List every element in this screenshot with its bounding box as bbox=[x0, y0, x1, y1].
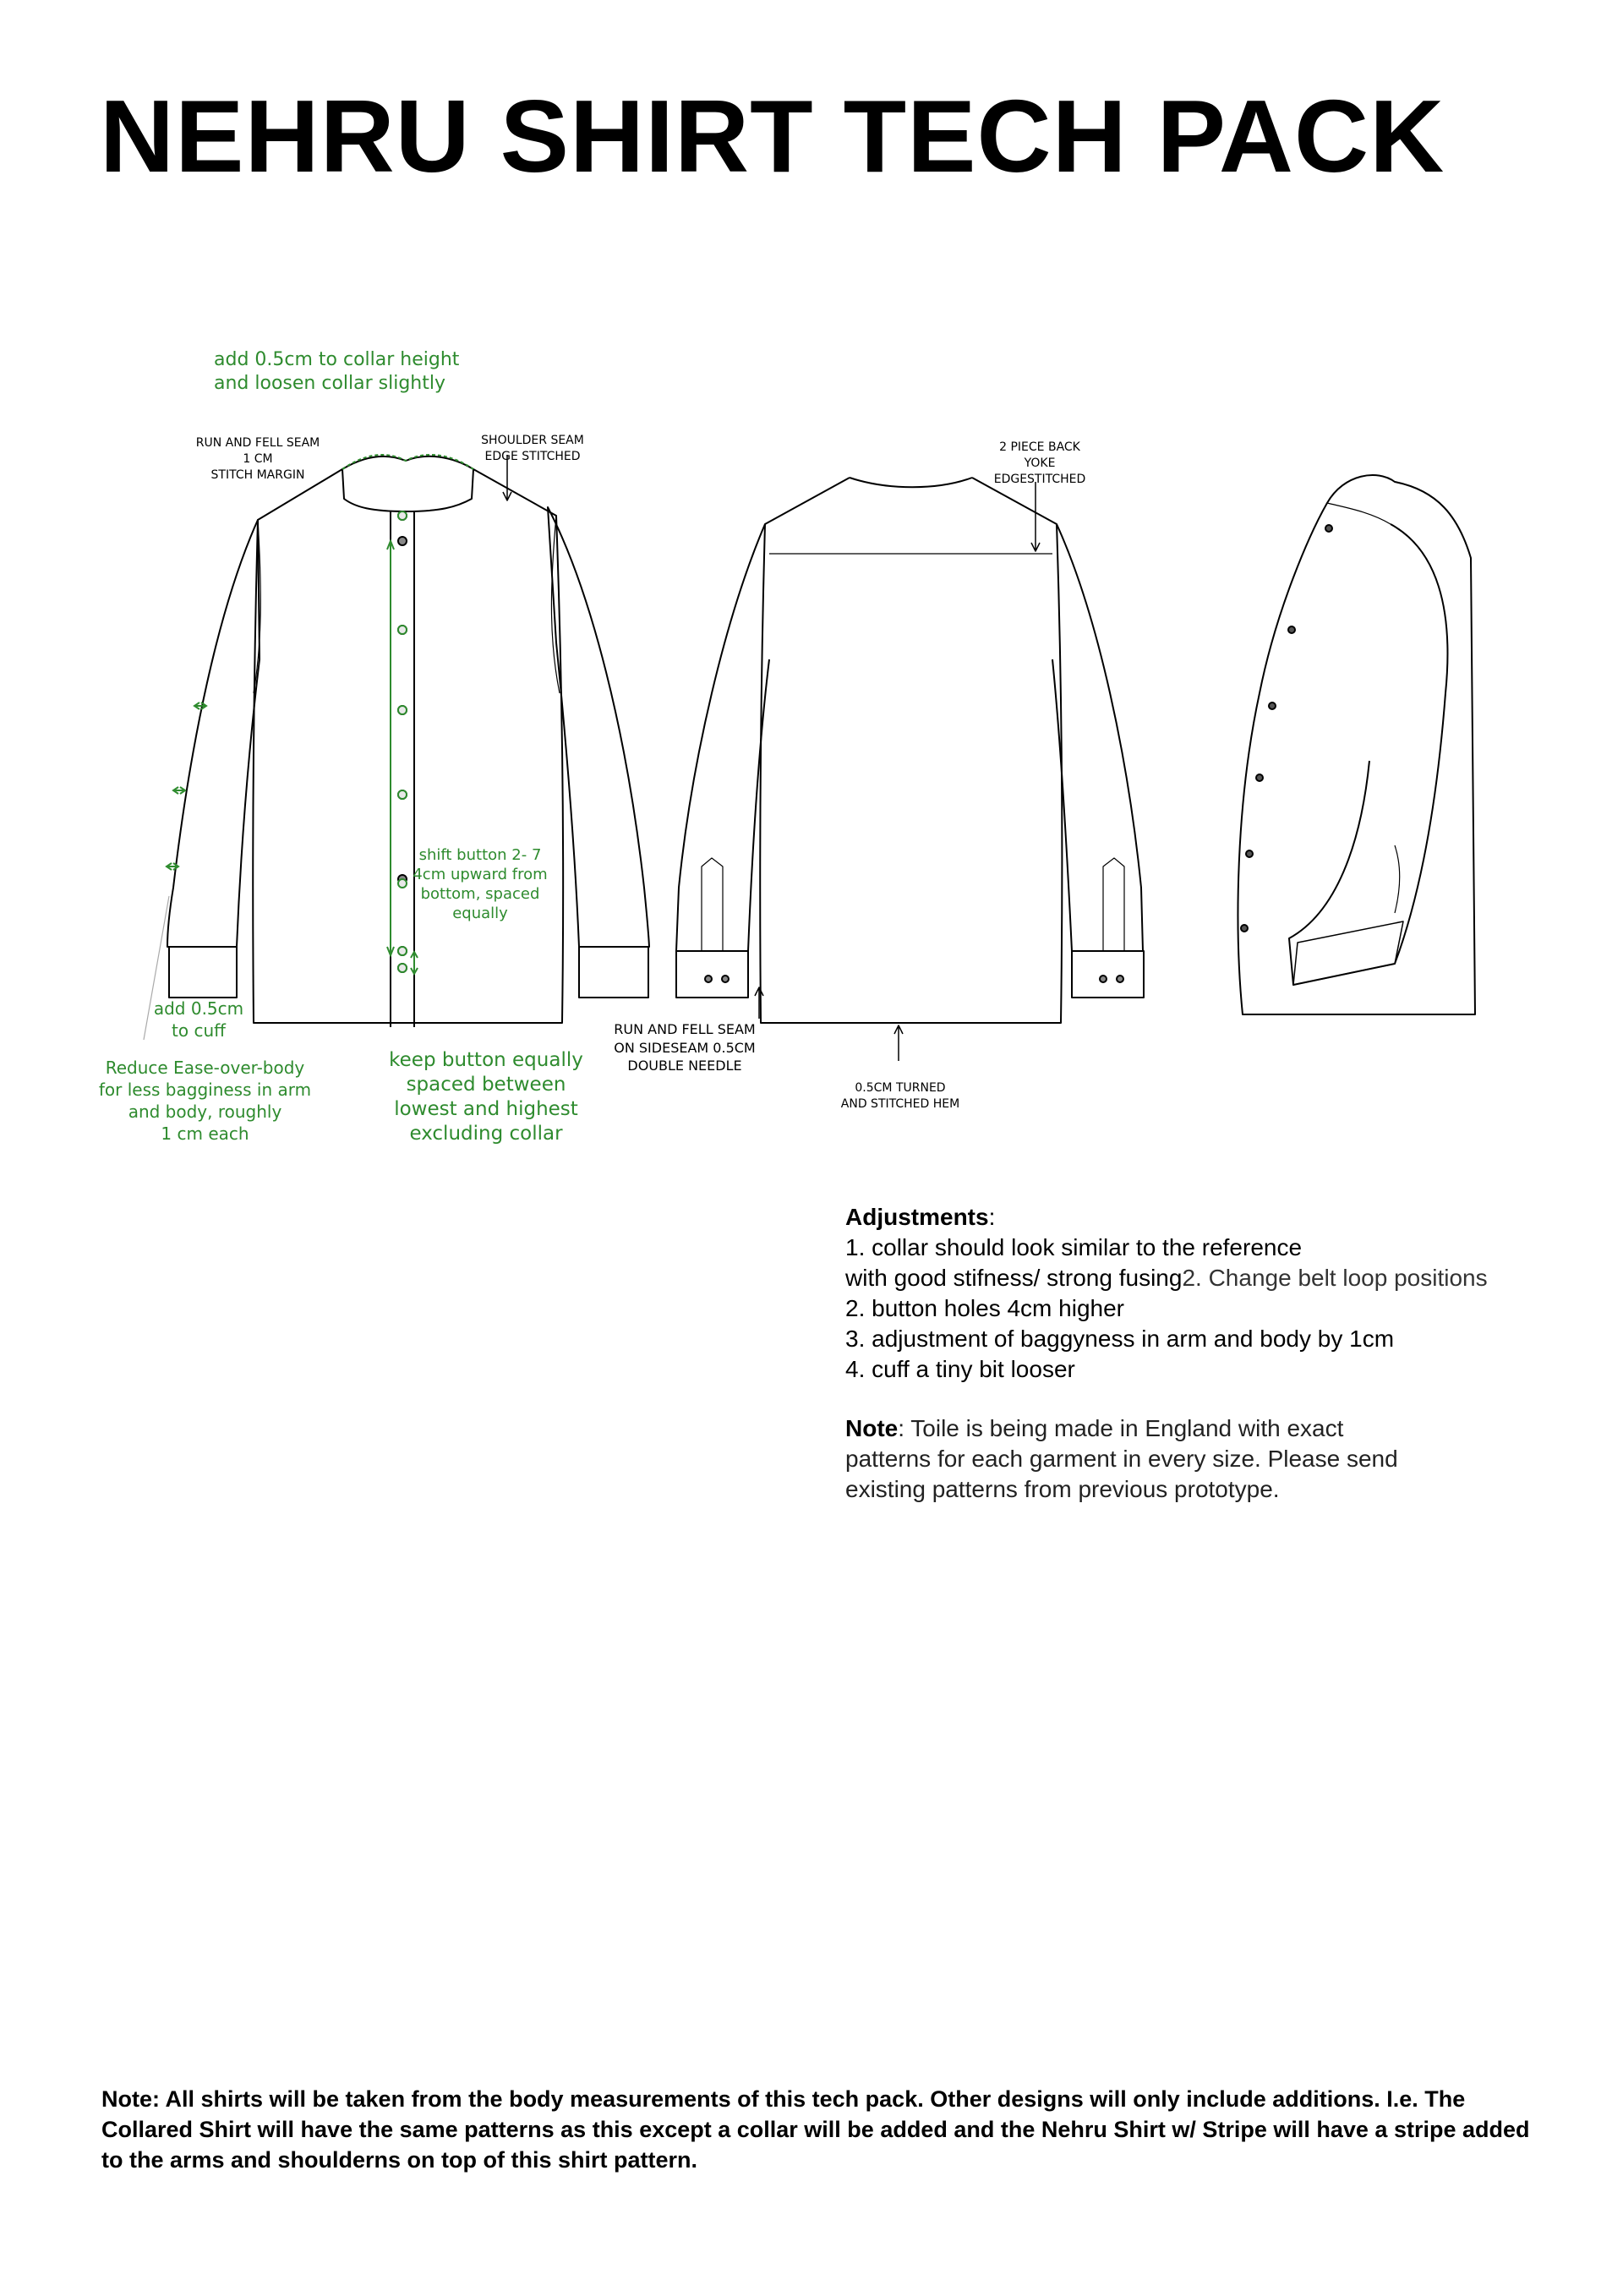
page-title: NEHRU SHIRT TECH PACK bbox=[100, 79, 1445, 194]
shoulder-seam-label: SHOULDER SEAM EDGE STITCHED bbox=[481, 434, 584, 463]
adjustment-item: 4. cuff a tiny bit looser bbox=[845, 1356, 1075, 1382]
adjustment-item: 3. adjustment of baggyness in arm and body by 1cm bbox=[845, 1326, 1395, 1352]
adjustment-item: 1. collar should look similar to the reference bbox=[845, 1234, 1303, 1260]
back-yoke-label: 2 PIECE BACK YOKE EDGESTITCHED bbox=[993, 440, 1086, 486]
keep-button-annotation: keep button equally spaced between lowest and highest excluding collar bbox=[389, 1049, 583, 1145]
note-section: Note: Toile is being made in England with exact patterns for each garment in every size. Please send existing patterns from previous prototype. bbox=[845, 1415, 1398, 1502]
run-fell-seam-label: RUN AND FELL SEAM 1 CM STITCH MARGIN bbox=[195, 436, 320, 482]
adjustments-section: Adjustments: 1. collar should look similar to the reference with good stifness/ strong fusing2. Change belt loop positions 2. button holes 4cm higher 3. adjustment of baggyness in arm and body by 1cm 4. cuff a tiny bit looser bbox=[845, 1202, 1488, 1385]
adjustments-heading: Adjustments bbox=[845, 1204, 989, 1230]
back-view bbox=[676, 478, 1144, 1061]
cuff-annotation: add 0.5cm to cuff bbox=[153, 998, 244, 1041]
adjustment-item: 2. button holes 4cm higher bbox=[845, 1295, 1124, 1321]
sideseam-label: RUN AND FELL SEAM ON SIDESEAM 0.5CM DOUBLE NEEDLE bbox=[614, 1021, 756, 1074]
collar-annotation: add 0.5cm to collar height and loosen collar slightly bbox=[214, 349, 460, 394]
footer-note: Note: All shirts will be taken from the body measurements of this tech pack. Other designs will only include additions. I.e. The Collared Shirt will have the same patterns as this except a collar will be added and the Nehru Shirt w/ Stripe will have a stripe added to the arms and shoulderns on top of this shirt pattern. bbox=[101, 2086, 1530, 2173]
note-label: Note bbox=[845, 1415, 899, 1441]
hem-label: 0.5CM TURNED AND STITCHED HEM bbox=[840, 1081, 960, 1111]
side-view bbox=[1238, 475, 1475, 1014]
adjustment-item: with good stifness/ strong fusing2. Change belt loop positions bbox=[845, 1265, 1488, 1291]
shift-button-annotation: shift button 2- 7 4cm upward from bottom, spaced equally bbox=[413, 846, 548, 922]
front-view bbox=[167, 455, 649, 1027]
ease-annotation: Reduce Ease-over-body for less bagginess in arm and body, roughly 1 cm each bbox=[98, 1058, 312, 1144]
